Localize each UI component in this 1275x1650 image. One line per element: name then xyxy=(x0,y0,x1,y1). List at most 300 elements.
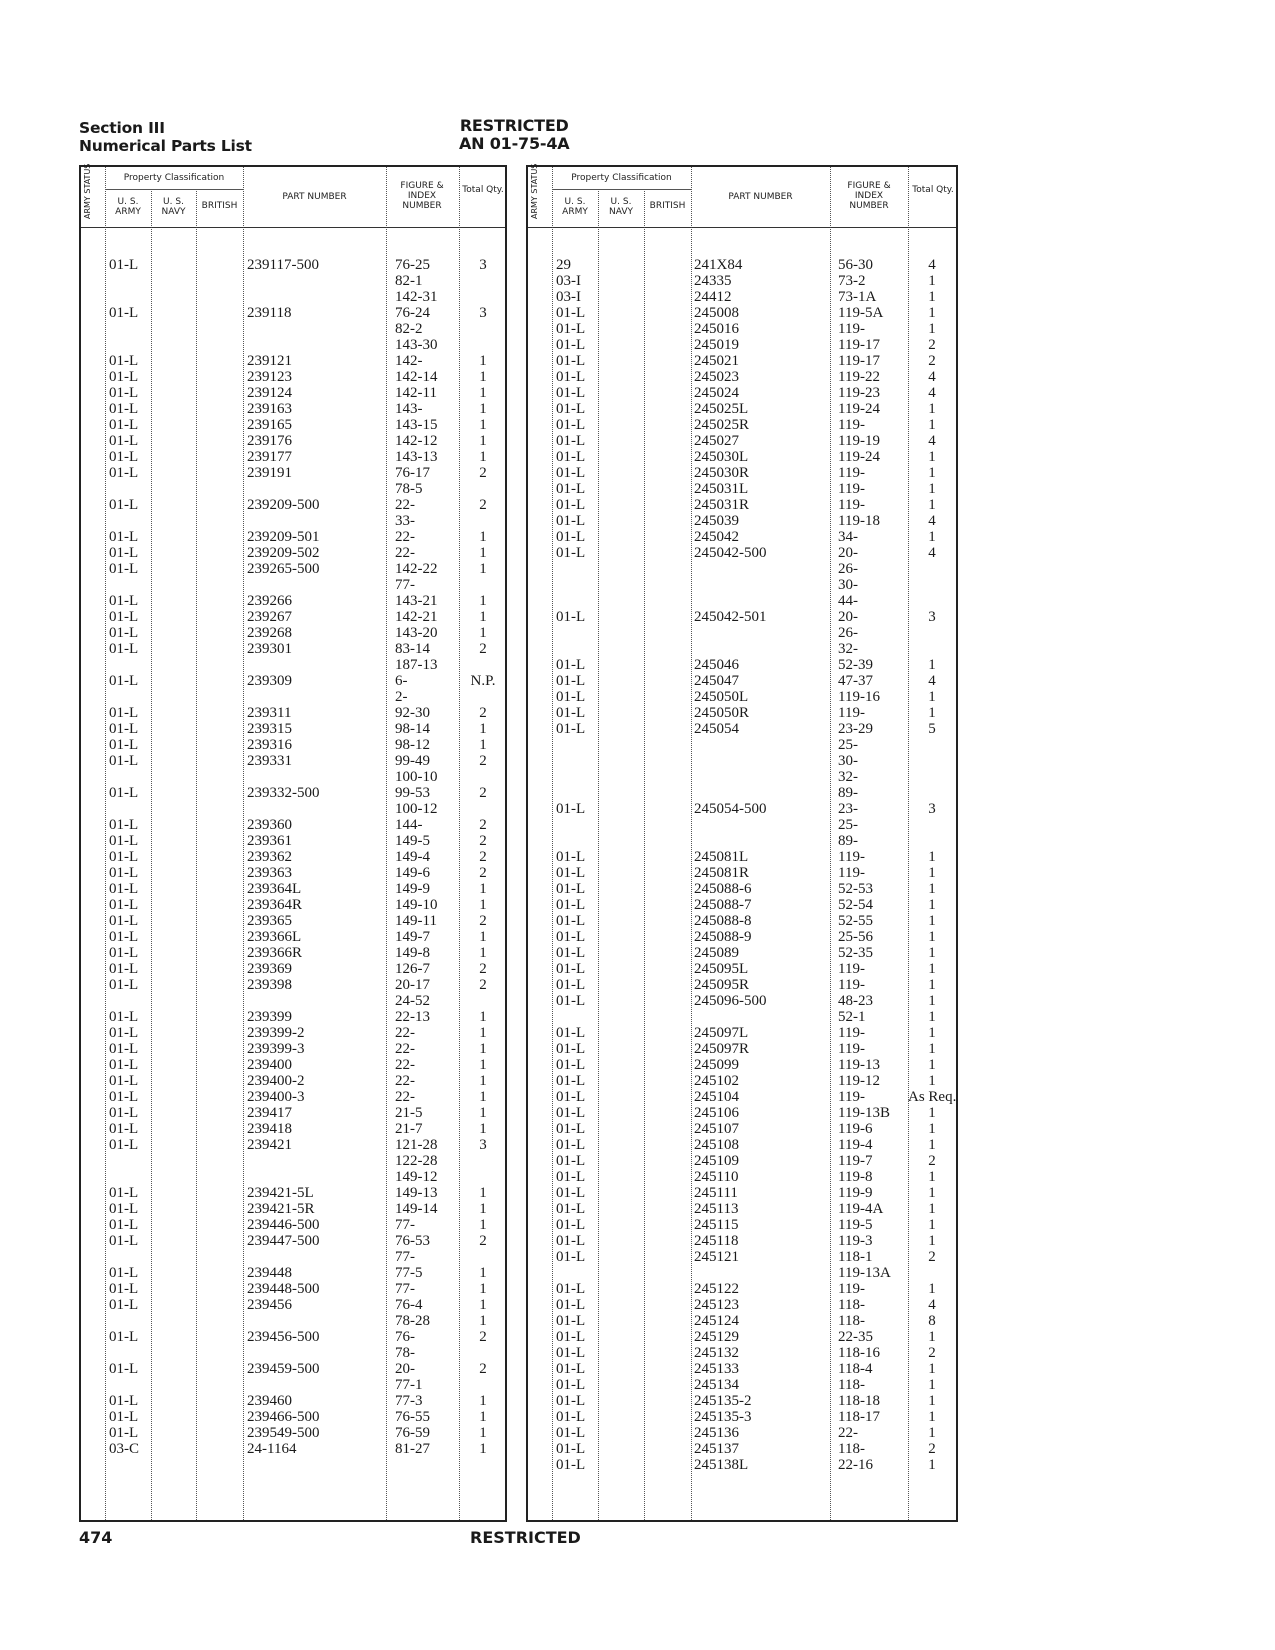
table-row xyxy=(81,609,505,625)
table-row xyxy=(528,689,956,705)
figure-index-cell: 22- xyxy=(395,1073,415,1089)
table-row xyxy=(528,1329,956,1345)
figure-index-cell: 52-55 xyxy=(838,913,873,929)
part-number-cell: 245108 xyxy=(694,1137,739,1153)
part-number-cell: 239366R xyxy=(247,945,303,961)
army-status-cell: 01-L xyxy=(556,1089,586,1105)
figure-index-cell: 73-1A xyxy=(838,289,877,305)
table-row xyxy=(528,449,956,465)
table-row xyxy=(81,401,505,417)
total-qty-cell: 1 xyxy=(928,929,936,945)
part-number-cell: 245129 xyxy=(694,1329,739,1345)
table-row xyxy=(81,545,505,561)
figure-index-cell: 143-13 xyxy=(395,449,438,465)
army-status-cell: 01-L xyxy=(556,913,586,929)
figure-index-cell: 2- xyxy=(395,689,408,705)
table-row xyxy=(81,1201,505,1217)
table-row xyxy=(528,1009,956,1025)
table-row xyxy=(81,465,505,481)
figure-index-header: FIGURE & INDEX NUMBER xyxy=(400,181,444,211)
figure-index-cell: 119- xyxy=(838,705,865,721)
part-number-cell: 239363 xyxy=(247,865,292,881)
part-number-cell: 245137 xyxy=(694,1441,739,1457)
total-qty-cell: 3 xyxy=(928,801,936,817)
figure-index-cell: 48-23 xyxy=(838,993,873,1009)
table-row xyxy=(81,769,505,785)
army-status-cell: 01-L xyxy=(109,305,139,321)
figure-index-cell: 73-2 xyxy=(838,273,866,289)
part-number-cell: 239362 xyxy=(247,849,292,865)
army-status-cell: 01-L xyxy=(556,1281,586,1297)
part-number-cell: 241X84 xyxy=(694,257,743,273)
part-number-cell: 245111 xyxy=(694,1185,738,1201)
army-status-cell: 01-L xyxy=(556,1377,586,1393)
army-status-cell: 01-L xyxy=(556,1313,586,1329)
figure-index-cell: 20- xyxy=(838,609,858,625)
total-qty-cell: 1 xyxy=(479,881,487,897)
figure-index-cell: 78-5 xyxy=(395,481,423,497)
part-number-cell: 239268 xyxy=(247,625,292,641)
table-row xyxy=(528,369,956,385)
figure-index-cell: 77- xyxy=(395,1281,415,1297)
figure-index-cell: 119-13A xyxy=(838,1265,891,1281)
table-row xyxy=(528,1057,956,1073)
part-number-cell: 239121 xyxy=(247,353,292,369)
table-row xyxy=(528,897,956,913)
total-qty-cell: 1 xyxy=(479,737,487,753)
total-qty-cell: 1 xyxy=(479,929,487,945)
total-qty-cell: 4 xyxy=(928,385,936,401)
army-status-cell: 01-L xyxy=(556,1073,586,1089)
army-status-cell: 01-L xyxy=(109,609,139,625)
army-status-cell: 01-L xyxy=(109,545,139,561)
table-row xyxy=(81,481,505,497)
army-status-cell: 01-L xyxy=(556,1425,586,1441)
army-status-cell: 01-L xyxy=(556,1153,586,1169)
total-qty-cell: 1 xyxy=(479,1009,487,1025)
figure-index-cell: 118-4 xyxy=(838,1361,873,1377)
table-row xyxy=(81,1233,505,1249)
part-number-cell: 245138L xyxy=(694,1457,749,1473)
table-row xyxy=(528,257,956,273)
figure-index-cell: 143-21 xyxy=(395,593,438,609)
table-row xyxy=(528,1153,956,1169)
part-number-cell: 239124 xyxy=(247,385,292,401)
part-number-cell: 239421 xyxy=(247,1137,292,1153)
part-number-cell: 245081L xyxy=(694,849,749,865)
figure-index-cell: 76- xyxy=(395,1329,415,1345)
figure-index-cell: 149-10 xyxy=(395,897,438,913)
figure-index-cell: 21-7 xyxy=(395,1121,423,1137)
table-row xyxy=(81,1249,505,1265)
table-row xyxy=(528,561,956,577)
part-number-cell: 239209-500 xyxy=(247,497,320,513)
total-qty-cell: 1 xyxy=(928,849,936,865)
army-status-cell: 01-L xyxy=(109,561,139,577)
part-number-cell: 239456 xyxy=(247,1297,292,1313)
figure-index-cell: 119- xyxy=(838,865,865,881)
army-status-cell: 01-L xyxy=(556,321,586,337)
army-status-cell: 01-L xyxy=(556,369,586,385)
total-qty-cell: 1 xyxy=(479,1185,487,1201)
table-row xyxy=(528,833,956,849)
part-number-cell: 239332-500 xyxy=(247,785,320,801)
figure-index-cell: 82-2 xyxy=(395,321,423,337)
total-qty-cell: 2 xyxy=(479,977,487,993)
figure-index-cell: 22- xyxy=(395,1041,415,1057)
figure-index-cell: 77- xyxy=(395,1217,415,1233)
table-row xyxy=(81,1009,505,1025)
figure-index-cell: 149-6 xyxy=(395,865,430,881)
table-row xyxy=(528,497,956,513)
us-army-header: U. S. ARMY xyxy=(115,197,141,217)
figure-index-cell: 119-5 xyxy=(838,1217,873,1233)
army-status-cell: 01-L xyxy=(109,881,139,897)
figure-index-cell: 98-12 xyxy=(395,737,430,753)
part-number-cell: 239399 xyxy=(247,1009,292,1025)
figure-index-cell: 119- xyxy=(838,321,865,337)
total-qty-cell: 1 xyxy=(479,1217,487,1233)
part-number-cell: 245016 xyxy=(694,321,739,337)
figure-index-cell: 118-16 xyxy=(838,1345,880,1361)
total-qty-cell: 1 xyxy=(928,497,936,513)
total-qty-cell: 1 xyxy=(928,401,936,417)
army-status-cell: 01-L xyxy=(556,545,586,561)
total-qty-cell: 1 xyxy=(479,1425,487,1441)
army-status-cell: 01-L xyxy=(109,1361,139,1377)
total-qty-cell: 2 xyxy=(479,1329,487,1345)
army-status-cell: 01-L xyxy=(109,737,139,753)
table-row xyxy=(528,929,956,945)
part-number-cell: 239118 xyxy=(247,305,292,321)
figure-index-cell: 119-5A xyxy=(838,305,884,321)
total-qty-cell: 1 xyxy=(928,273,936,289)
total-qty-cell: 2 xyxy=(479,849,487,865)
army-status-cell: 01-L xyxy=(109,641,139,657)
part-number-cell: 239117-500 xyxy=(247,257,319,273)
figure-index-cell: 99-53 xyxy=(395,785,430,801)
table-row xyxy=(81,353,505,369)
figure-index-cell: 119-4 xyxy=(838,1137,873,1153)
total-qty-cell: 1 xyxy=(928,1233,936,1249)
total-qty-cell: 4 xyxy=(928,257,936,273)
total-qty-cell: 1 xyxy=(928,321,936,337)
total-qty-header: Total Qty. xyxy=(462,185,504,195)
figure-index-cell: 30- xyxy=(838,577,858,593)
table-row xyxy=(528,1409,956,1425)
total-qty-cell: 1 xyxy=(479,1041,487,1057)
part-number-cell: 239466-500 xyxy=(247,1409,320,1425)
part-number-cell: 239309 xyxy=(247,673,292,689)
table-row xyxy=(81,1121,505,1137)
figure-index-cell: 119-24 xyxy=(838,401,880,417)
parts-table-left xyxy=(79,165,507,1522)
table-row xyxy=(81,1105,505,1121)
army-status-cell: 01-L xyxy=(556,497,586,513)
figure-index-cell: 25-56 xyxy=(838,929,873,945)
figure-index-cell: 119-7 xyxy=(838,1153,873,1169)
army-status-cell: 01-L xyxy=(556,1329,586,1345)
total-qty-cell: 1 xyxy=(479,1281,487,1297)
total-qty-cell: 1 xyxy=(928,1105,936,1121)
figure-index-header: FIGURE & INDEX NUMBER xyxy=(847,181,891,211)
part-number-cell: 245031R xyxy=(694,497,750,513)
army-status-cell: 01-L xyxy=(556,1409,586,1425)
figure-index-cell: 33- xyxy=(395,513,415,529)
total-qty-cell: 2 xyxy=(928,1345,936,1361)
table-row xyxy=(528,913,956,929)
total-qty-cell: 4 xyxy=(928,545,936,561)
part-number-cell: 239364R xyxy=(247,897,303,913)
figure-index-cell: 77-5 xyxy=(395,1265,423,1281)
figure-index-cell: 119-3 xyxy=(838,1233,873,1249)
part-number-cell: 239448-500 xyxy=(247,1281,320,1297)
army-status-cell: 01-L xyxy=(109,401,139,417)
figure-index-cell: 32- xyxy=(838,769,858,785)
table-row xyxy=(81,881,505,897)
total-qty-cell: 2 xyxy=(479,1361,487,1377)
figure-index-cell: 118- xyxy=(838,1441,865,1457)
army-status-cell: 29 xyxy=(556,257,571,273)
part-number-cell: 245027 xyxy=(694,433,739,449)
table-row xyxy=(81,497,505,513)
part-number-cell: 239163 xyxy=(247,401,292,417)
table-row xyxy=(528,1457,956,1473)
total-qty-cell: 1 xyxy=(928,1457,936,1473)
figure-index-cell: 44- xyxy=(838,593,858,609)
army-status-cell: 01-L xyxy=(109,833,139,849)
table-row xyxy=(81,1377,505,1393)
total-qty-cell: N.P. xyxy=(470,673,496,689)
figure-index-cell: 76-17 xyxy=(395,465,430,481)
total-qty-cell: 5 xyxy=(928,721,936,737)
army-status-cell: 01-L xyxy=(556,1441,586,1457)
figure-index-cell: 119-6 xyxy=(838,1121,873,1137)
total-qty-cell: 2 xyxy=(479,961,487,977)
army-status-cell: 01-L xyxy=(109,1025,139,1041)
figure-index-cell: 52-54 xyxy=(838,897,873,913)
part-number-cell: 245088-6 xyxy=(694,881,752,897)
total-qty-cell: 1 xyxy=(479,1201,487,1217)
part-number-cell: 245134 xyxy=(694,1377,739,1393)
part-number-cell: 245132 xyxy=(694,1345,739,1361)
army-status-cell: 01-L xyxy=(109,1233,139,1249)
figure-index-cell: 76-24 xyxy=(395,305,430,321)
figure-index-cell: 83-14 xyxy=(395,641,430,657)
total-qty-cell: 1 xyxy=(479,561,487,577)
total-qty-cell: 1 xyxy=(928,1137,936,1153)
total-qty-cell: 1 xyxy=(479,529,487,545)
total-qty-cell: 2 xyxy=(928,1249,936,1265)
army-status-cell: 01-L xyxy=(109,785,139,801)
total-qty-cell: 1 xyxy=(479,945,487,961)
army-status-cell: 01-L xyxy=(556,401,586,417)
total-qty-cell: 1 xyxy=(479,721,487,737)
table-row xyxy=(528,321,956,337)
figure-index-cell: 142-31 xyxy=(395,289,438,305)
property-classification-header: Property Classification xyxy=(123,173,225,183)
table-row xyxy=(81,1137,505,1153)
army-status-cell: 01-L xyxy=(556,945,586,961)
figure-index-cell: 25- xyxy=(838,817,858,833)
table-row xyxy=(81,433,505,449)
table-row xyxy=(81,593,505,609)
table-row xyxy=(528,1345,956,1361)
total-qty-cell: 1 xyxy=(928,1057,936,1073)
army-status-cell: 01-L xyxy=(109,465,139,481)
total-qty-cell: 2 xyxy=(479,785,487,801)
figure-index-cell: 143-15 xyxy=(395,417,438,433)
table-row xyxy=(528,849,956,865)
table-row xyxy=(81,1409,505,1425)
figure-index-cell: 142-12 xyxy=(395,433,438,449)
army-status-cell: 03-I xyxy=(556,273,581,289)
part-number-cell: 245081R xyxy=(694,865,750,881)
total-qty-cell: 1 xyxy=(479,1105,487,1121)
part-number-cell: 245095R xyxy=(694,977,750,993)
part-number-cell: 239311 xyxy=(247,705,292,721)
part-number-cell: 245042-500 xyxy=(694,545,767,561)
table-row xyxy=(528,1249,956,1265)
total-qty-cell: 1 xyxy=(928,865,936,881)
part-number-cell: 239364L xyxy=(247,881,302,897)
part-number-cell: 245102 xyxy=(694,1073,739,1089)
table-row xyxy=(81,737,505,753)
table-row xyxy=(81,1265,505,1281)
table-row xyxy=(528,353,956,369)
part-number-cell: 245099 xyxy=(694,1057,739,1073)
table-row xyxy=(81,705,505,721)
figure-index-cell: 149-12 xyxy=(395,1169,438,1185)
army-status-cell: 01-L xyxy=(109,529,139,545)
total-qty-cell: 1 xyxy=(928,657,936,673)
table-row xyxy=(528,753,956,769)
part-number-cell: 239369 xyxy=(247,961,292,977)
table-row xyxy=(81,513,505,529)
army-status-cell: 01-L xyxy=(109,897,139,913)
army-status-cell: 01-L xyxy=(109,945,139,961)
figure-index-cell: 119-4A xyxy=(838,1201,884,1217)
part-number-cell: 239417 xyxy=(247,1105,292,1121)
total-qty-cell: 4 xyxy=(928,1297,936,1313)
total-qty-cell: 1 xyxy=(928,1169,936,1185)
figure-index-cell: 118- xyxy=(838,1377,865,1393)
figure-index-cell: 119-12 xyxy=(838,1073,880,1089)
figure-index-cell: 149-7 xyxy=(395,929,430,945)
army-status-cell: 01-L xyxy=(556,849,586,865)
army-status-cell: 01-L xyxy=(109,1073,139,1089)
total-qty-cell: 1 xyxy=(928,1121,936,1137)
part-number-cell: 245136 xyxy=(694,1425,739,1441)
table-row xyxy=(81,1313,505,1329)
figure-index-cell: 47-37 xyxy=(838,673,873,689)
figure-index-cell: 30- xyxy=(838,753,858,769)
army-status-cell: 01-L xyxy=(556,385,586,401)
army-status-cell: 01-L xyxy=(556,1025,586,1041)
total-qty-cell: 1 xyxy=(928,481,936,497)
table-row xyxy=(528,657,956,673)
figure-index-cell: 22- xyxy=(395,1025,415,1041)
table-row xyxy=(528,1233,956,1249)
table-row xyxy=(81,1441,505,1457)
table-row xyxy=(81,897,505,913)
army-status-cell: 01-L xyxy=(556,673,586,689)
figure-index-cell: 119-18 xyxy=(838,513,880,529)
total-qty-cell: 1 xyxy=(928,1201,936,1217)
army-status-cell: 01-L xyxy=(109,1393,139,1409)
us-army-header: U. S. ARMY xyxy=(562,197,588,217)
table-row xyxy=(528,801,956,817)
part-number-cell: 245104 xyxy=(694,1089,739,1105)
part-number-cell: 239446-500 xyxy=(247,1217,320,1233)
total-qty-cell: 1 xyxy=(928,1377,936,1393)
army-status-cell: 01-L xyxy=(109,705,139,721)
army-status-cell: 01-L xyxy=(556,513,586,529)
total-qty-cell: 2 xyxy=(479,753,487,769)
total-qty-cell: 4 xyxy=(928,433,936,449)
figure-index-cell: 122-28 xyxy=(395,1153,438,1169)
part-number-cell: 239459-500 xyxy=(247,1361,320,1377)
total-qty-cell: 1 xyxy=(479,433,487,449)
total-qty-cell: 1 xyxy=(479,1073,487,1089)
table-row xyxy=(528,977,956,993)
part-number-cell: 239456-500 xyxy=(247,1329,320,1345)
total-qty-cell: 1 xyxy=(928,1073,936,1089)
total-qty-cell: 3 xyxy=(479,305,487,321)
army-status-cell: 01-L xyxy=(109,1217,139,1233)
total-qty-cell: 1 xyxy=(928,913,936,929)
table-row xyxy=(528,337,956,353)
figure-index-cell: 119-24 xyxy=(838,449,880,465)
figure-index-cell: 149-9 xyxy=(395,881,430,897)
table-row xyxy=(528,1121,956,1137)
figure-index-cell: 119-9 xyxy=(838,1185,873,1201)
part-number-cell: 245031L xyxy=(694,481,749,497)
army-status-cell: 01-L xyxy=(556,481,586,497)
part-number-cell: 245030R xyxy=(694,465,750,481)
table-row xyxy=(81,1281,505,1297)
part-number-cell: 245133 xyxy=(694,1361,739,1377)
part-number-cell: 245123 xyxy=(694,1297,739,1313)
page-header-left xyxy=(79,119,252,155)
army-status-cell: 01-L xyxy=(556,465,586,481)
figure-index-cell: 119- xyxy=(838,961,865,977)
army-status-cell: 01-L xyxy=(109,913,139,929)
part-number-cell: 245096-500 xyxy=(694,993,767,1009)
part-number-cell: 239421-5L xyxy=(247,1185,314,1201)
table-row xyxy=(528,1377,956,1393)
army-status-cell: 01-L xyxy=(109,1425,139,1441)
figure-index-cell: 22-16 xyxy=(838,1457,873,1473)
part-number-cell: 239209-501 xyxy=(247,529,320,545)
figure-index-cell: 149-14 xyxy=(395,1201,438,1217)
part-number-cell: 245113 xyxy=(694,1201,739,1217)
army-status-cell: 01-L xyxy=(109,593,139,609)
army-status-cell: 01-L xyxy=(109,1201,139,1217)
figure-index-cell: 98-14 xyxy=(395,721,430,737)
army-status-cell: 01-L xyxy=(556,1217,586,1233)
total-qty-cell: 2 xyxy=(479,705,487,721)
total-qty-cell: 1 xyxy=(479,353,487,369)
table-row xyxy=(528,593,956,609)
part-number-cell: 245109 xyxy=(694,1153,739,1169)
figure-index-cell: 32- xyxy=(838,641,858,657)
table-row xyxy=(528,1217,956,1233)
part-number-cell: 24335 xyxy=(694,273,732,289)
figure-index-cell: 22- xyxy=(395,529,415,545)
part-number-cell: 239549-500 xyxy=(247,1425,320,1441)
figure-index-cell: 143-30 xyxy=(395,337,438,353)
